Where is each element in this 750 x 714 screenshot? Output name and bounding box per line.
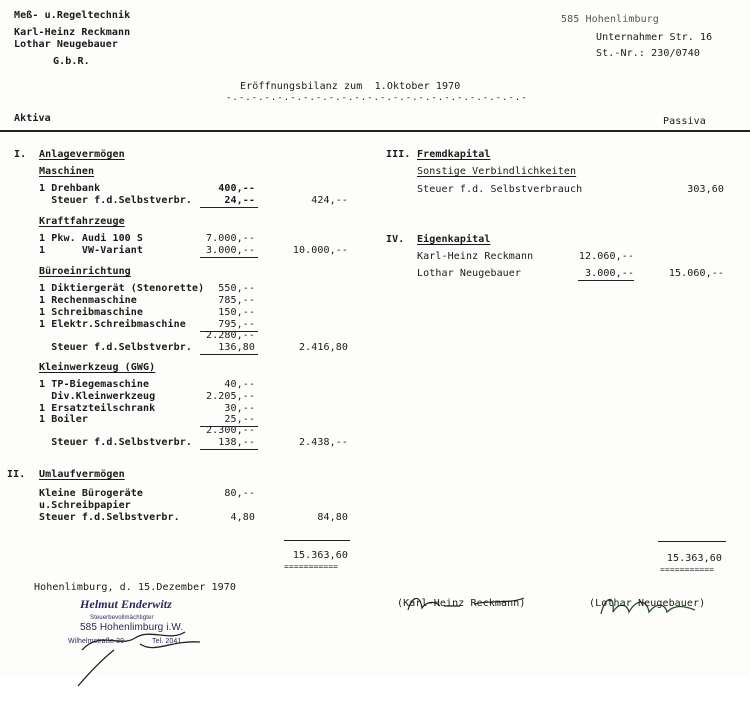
item-label: 1 Drehbank	[39, 183, 101, 194]
passiva-header: Passiva	[663, 116, 706, 127]
address-line-1: 585 Hohenlimburg	[561, 14, 659, 25]
item-label: 1 VW-Variant	[39, 245, 144, 256]
group-total-umlauf: 84,80	[317, 512, 348, 523]
tax-advisor-stamp	[60, 596, 230, 666]
item-label: Karl-Heinz Reckmann	[417, 251, 534, 262]
item-label: 1 TP-Biegemaschine	[39, 379, 150, 390]
section-title-anlage: Anlagevermögen	[39, 149, 125, 160]
group-title-buero: Büroeinrichtung	[39, 266, 131, 277]
group-subtotal-gwg: 2.300,--	[206, 425, 255, 436]
stamp-phone: Tel. 2041	[152, 638, 182, 645]
item-amount: 2.205,--	[206, 391, 255, 402]
item-amount: 400,--	[218, 183, 255, 194]
grand-double-rule-aktiva: ===========	[284, 562, 339, 571]
item-label: Lothar Neugebauer	[417, 268, 522, 279]
grand-double-rule-passiva: ===========	[660, 565, 715, 574]
underline-rule	[200, 354, 258, 355]
item-label: 1 Boiler	[39, 414, 88, 425]
item-amount: 785,--	[218, 295, 255, 306]
item-label: 1 Ersatzteilschrank	[39, 403, 156, 414]
tax-label: Steuer f.d.Selbstverbr.	[39, 512, 180, 523]
title-rule: -.-.-.-.-.-.-.-.-.-.-.-.-.-.-.-.-.-.-.-.-.-.-.-	[226, 93, 528, 103]
tax-label: Steuer f.d.Selbstverbr.	[39, 437, 193, 448]
advisor-signature	[60, 596, 230, 714]
item-label: 1 Rechenmaschine	[39, 295, 137, 306]
company-line-1: Meß- u.Regeltechnik	[14, 10, 131, 21]
item-label: 1 Schreibmaschine	[39, 307, 144, 318]
company-line-2: Karl-Heinz Reckmann	[14, 27, 131, 38]
item-amount: 795,--	[218, 319, 255, 330]
item-amount: 25,--	[224, 414, 255, 425]
tax-label: Steuer f.d.Selbstverbr.	[39, 342, 193, 353]
stamp-name: Helmut Enderwitz	[80, 597, 172, 611]
signer-reckmann: (Karl-Heinz Reckmann)	[397, 598, 526, 609]
grand-total-aktiva: 15.363,60	[292, 550, 348, 561]
item-amount: 40,--	[224, 379, 255, 390]
group-total-gwg: 2.438,--	[299, 437, 348, 448]
item-amount: 550,--	[218, 283, 255, 294]
total-rule-passiva	[658, 541, 726, 542]
place-date: Hohenlimburg, d. 15.Dezember 1970	[34, 582, 236, 593]
item-amount: 303,60	[687, 184, 724, 195]
item-label: 1 Elektr.Schreibmaschine	[39, 319, 186, 330]
section-num-3: III.	[386, 149, 411, 160]
item-label: 1 Pkw. Audi 100 S	[39, 233, 144, 244]
item-label: 1 Diktiergerät (Stenorette)	[39, 283, 205, 294]
signer-neugebauer: (Lothar Neugebauer)	[589, 598, 706, 609]
item-label: Div.Kleinwerkzeug	[39, 391, 156, 402]
underline-rule	[200, 257, 258, 258]
item-amount: 7.000,--	[206, 233, 255, 244]
group-title-kfz: Kraftfahrzeuge	[39, 216, 125, 227]
group-subtotal-buero: 2.280,--	[206, 330, 255, 341]
group-total-buero: 2.416,80	[299, 342, 348, 353]
group-title-gwg: Kleinwerkzeug (GWG)	[39, 362, 156, 373]
item-amount: 24,--	[224, 195, 255, 206]
section-num-1: I.	[14, 149, 27, 160]
aktiva-header: Aktiva	[14, 113, 51, 124]
address-line-3: St.-Nr.: 230/0740	[596, 48, 701, 59]
section-num-4: IV.	[386, 234, 405, 245]
section-num-2: II.	[7, 469, 26, 480]
group-title-maschinen: Maschinen	[39, 166, 95, 177]
grand-total-passiva: 15.363,60	[666, 553, 722, 564]
item-amount: 150,--	[218, 307, 255, 318]
group-title-sonstige: Sonstige Verbindlichkeiten	[417, 166, 577, 177]
item-label: u.Schreibpapier	[39, 500, 131, 511]
company-line-3: Lothar Neugebauer	[14, 39, 119, 50]
underline-rule	[578, 280, 634, 281]
tax-amount: 138,--	[218, 437, 255, 448]
total-rule-aktiva	[284, 540, 350, 541]
item-amount: 3.000,--	[206, 245, 255, 256]
item-amount: 12.060,--	[578, 251, 634, 262]
item-label: Steuer f.d. Selbstverbrauch	[417, 184, 583, 195]
item-label: Kleine Bürogeräte	[39, 488, 144, 499]
header-divider	[0, 130, 750, 132]
item-label: Steuer f.d.Selbstverbr.	[39, 195, 193, 206]
underline-rule	[200, 207, 258, 208]
group-total-maschinen: 424,--	[311, 195, 348, 206]
company-form: G.b.R.	[53, 56, 90, 67]
stamp-title: Steuerbevollmächtigter	[90, 615, 154, 621]
tax-amount: 4,80	[230, 512, 255, 523]
section-title-eigen: Eigenkapital	[417, 234, 491, 245]
document-title: Eröffnungsbilanz zum 1.Oktober 1970	[240, 81, 461, 92]
section-title-umlauf: Umlaufvermögen	[39, 469, 125, 480]
stamp-city: 585 Hohenlimburg i.W.	[80, 622, 184, 633]
group-total-kfz: 10.000,--	[292, 245, 348, 256]
section-title-fremd: Fremdkapital	[417, 149, 491, 160]
item-amount: 80,--	[224, 488, 255, 499]
item-amount: 3.000,--	[585, 268, 634, 279]
group-total-eigen: 15.060,--	[668, 268, 724, 279]
tax-amount: 136,80	[218, 342, 255, 353]
stamp-street: Wilhelmstraße 39	[68, 638, 125, 645]
underline-rule	[200, 449, 258, 450]
address-line-2: Unternahmer Str. 16	[596, 32, 713, 43]
item-amount: 30,--	[224, 403, 255, 414]
